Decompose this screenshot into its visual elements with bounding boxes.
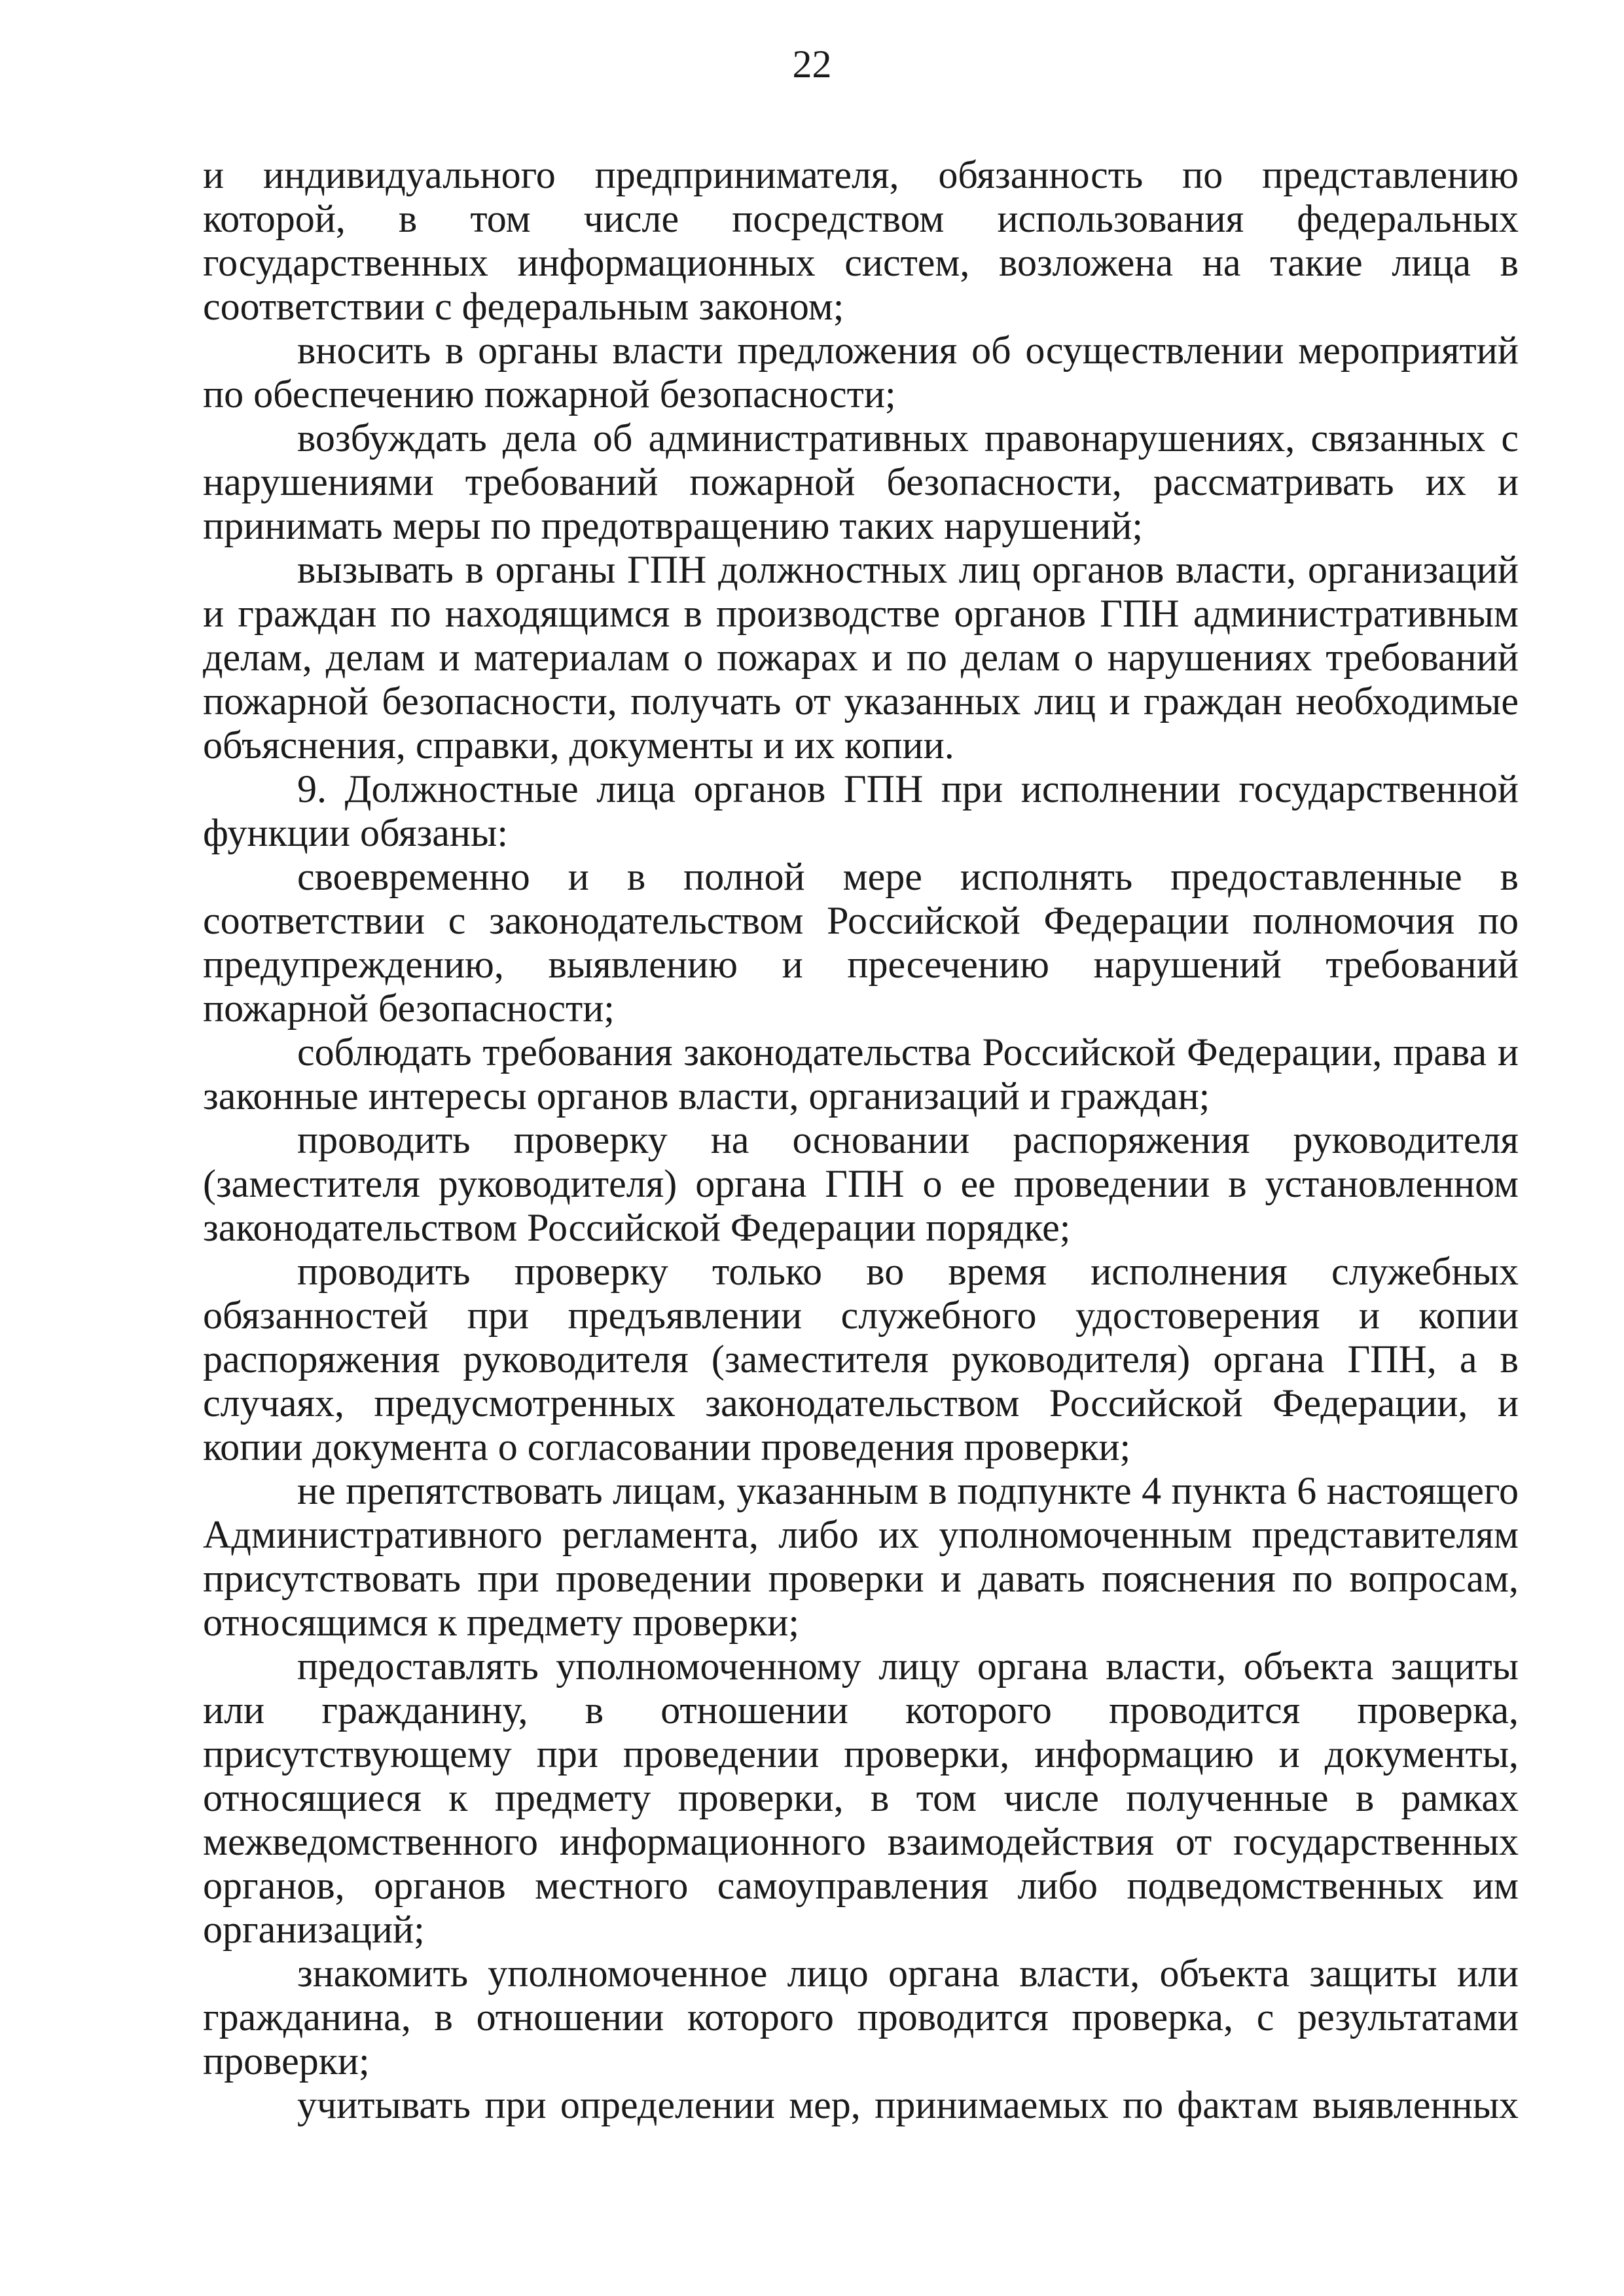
paragraph-exercise-powers: своевременно и в полной мере исполнять предоставленные в соответствии с законодательством Российской Федерации полномочия по предупреждению, выявлению и пресечению нарушений требований пожарной безопасности; [203,855,1519,1030]
paragraph-observe-legislation: соблюдать требования законодательства Российской Федерации, права и законные интересы органов власти, организаций и граждан; [203,1030,1519,1118]
paragraph-provide-information: предоставлять уполномоченному лицу органа власти, объекта защиты или гражданину, в отношении которого проводится проверка, присутствующему при проведении проверки, информацию и документы, относящиеся к предмету проверки, в том числе полученные в рамках межведомственного информационного взаимодействия от государственных органов, органов местного самоуправления либо подведомственных им организаций; [203,1645,1519,1951]
paragraph-initiate-cases: возбуждать дела об административных правонарушениях, связанных с нарушениями требований пожарной безопасности, рассматривать их и принимать меры по предотвращению таких нарушений; [203,416,1519,547]
paragraph-item-9-heading: 9. Должностные лица органов ГПН при исполнении государственной функции обязаны: [203,767,1519,854]
paragraph-continuation: и индивидуального предпринимателя, обязанность по представлению которой, в том числе посредством использования федеральных государственных информационных систем, возложена на такие лица в соответствии с федеральным законом; [203,153,1519,328]
paragraph-inspection-duties: проводить проверку только во время исполнения служебных обязанностей при предъявлении служебного удостоверения и копии распоряжения руководителя (заместителя руководителя) органа ГПН, а в случаях, предусмотренных законодательством Российской Федерации, и копии документа о согласовании проведения проверки; [203,1250,1519,1468]
page-number: 22 [792,43,832,86]
paragraph-consider-measures: учитывать при определении мер, принимаемых по фактам выявленных [297,2083,1519,2126]
paragraph-summon-officials: вызывать в органы ГПН должностных лиц органов власти, организаций и граждан по находящимся в производстве органов ГПН административным делам, делам и материалам о пожарах и по делам о нарушениях требований пожарной безопасности, получать от указанных лиц и граждан необходимые объяснения, справки, документы и их копии. [203,548,1519,767]
paragraph-not-obstruct: не препятствовать лицам, указанным в подпункте 4 пункта 6 настоящего Административного регламента, либо их уполномоченным представителям присутствовать при проведении проверки и давать пояснения по вопросам, относящимся к предмету проверки; [203,1469,1519,1644]
paragraph-familiarize-results: знакомить уполномоченное лицо органа власти, объекта защиты или гражданина, в отношении которого проводится проверка, с результатами проверки; [203,1952,1519,2083]
paragraph-inspection-order: проводить проверку на основании распоряжения руководителя (заместителя руководителя) органа ГПН о ее проведении в установленном законодательством Российской Федерации порядке; [203,1118,1519,1249]
paragraph-proposals: вносить в органы власти предложения об осуществлении мероприятий по обеспечению пожарной безопасности; [203,329,1519,416]
document-body [203,153,1519,2127]
